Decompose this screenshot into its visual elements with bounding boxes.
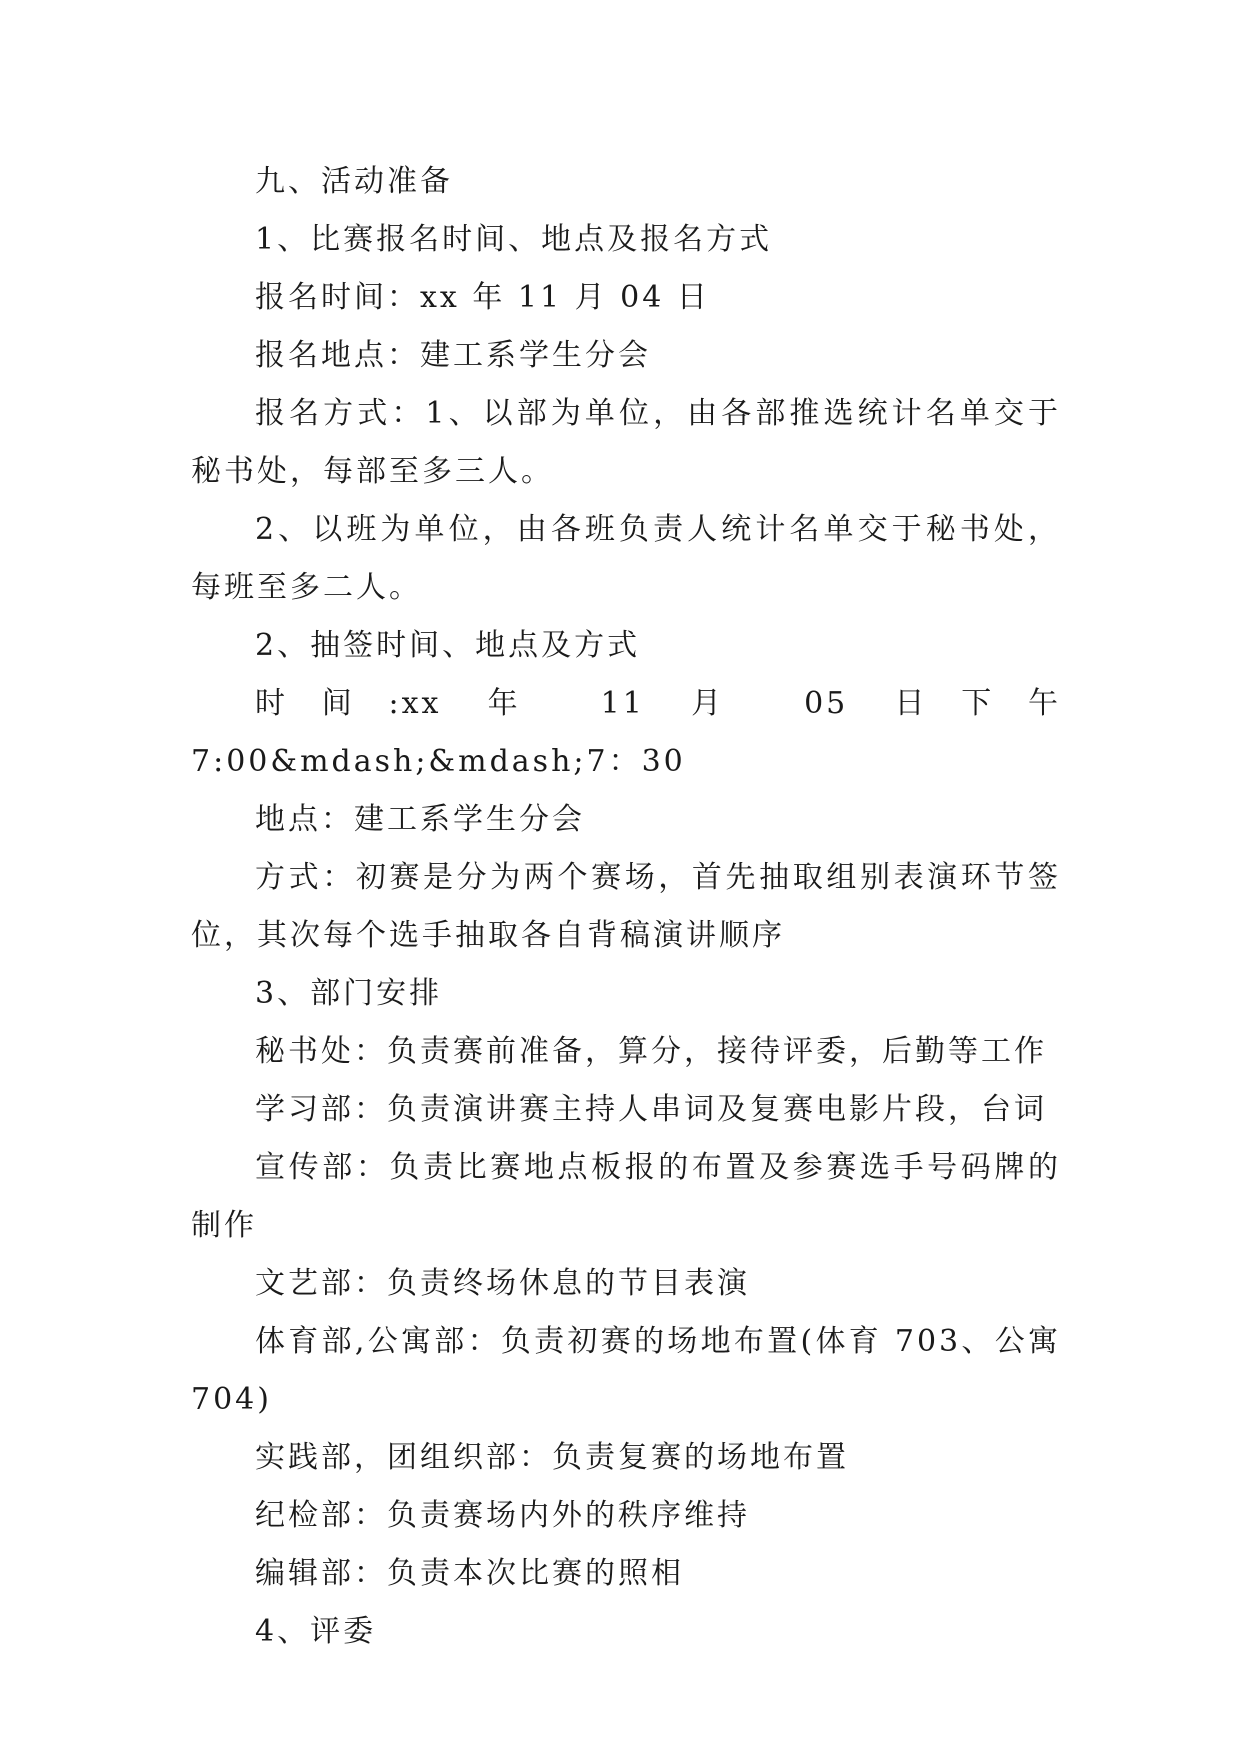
duty-arts-department: 文艺部：负责终场休息的节目表演 — [255, 1266, 750, 1301]
subheading-judges: 4、评委 — [255, 1614, 377, 1649]
draw-time: 时间:xx 年 11 月 05 日下午 7:00&mdash;&mdash;7：30 — [191, 686, 1061, 779]
section-heading-activity-preparation: 九、活动准备 — [255, 164, 453, 199]
draw-method: 方式：初赛是分为两个赛场，首先抽取组别表演环节签位，其次每个选手抽取各自背稿演讲顺序 — [191, 860, 1061, 953]
registration-method-1: 报名方式：1、以部为单位，由各部推选统计名单交于秘书处，每部至多三人。 — [191, 396, 1061, 489]
duty-practice-league-departments: 实践部，团组织部：负责复赛的场地布置 — [255, 1440, 849, 1475]
duty-editorial-department: 编辑部：负责本次比赛的照相 — [255, 1556, 684, 1591]
registration-time: 报名时间：xx 年 11 月 04 日 — [255, 280, 710, 315]
duty-secretariat: 秘书处：负责赛前准备，算分，接待评委，后勤等工作 — [255, 1034, 1047, 1069]
duty-sports-apartment-departments: 体育部,公寓部：负责初赛的场地布置(体育 703、公寓 704) — [191, 1324, 1061, 1417]
draw-location: 地点：建工系学生分会 — [255, 802, 585, 837]
duty-publicity-department: 宣传部：负责比赛地点板报的布置及参赛选手号码牌的制作 — [191, 1150, 1061, 1243]
registration-location: 报名地点：建工系学生分会 — [255, 338, 651, 373]
subheading-registration: 1、比赛报名时间、地点及报名方式 — [255, 222, 773, 257]
duty-discipline-department: 纪检部：负责赛场内外的秩序维持 — [255, 1498, 750, 1533]
subheading-department-arrangement: 3、部门安排 — [255, 976, 443, 1011]
duty-study-department: 学习部：负责演讲赛主持人串词及复赛电影片段，台词 — [255, 1092, 1047, 1127]
document-body — [191, 153, 1061, 1661]
subheading-draw: 2、抽签时间、地点及方式 — [255, 628, 641, 663]
registration-method-2: 2、以班为单位，由各班负责人统计名单交于秘书处，每班至多二人。 — [191, 512, 1061, 605]
